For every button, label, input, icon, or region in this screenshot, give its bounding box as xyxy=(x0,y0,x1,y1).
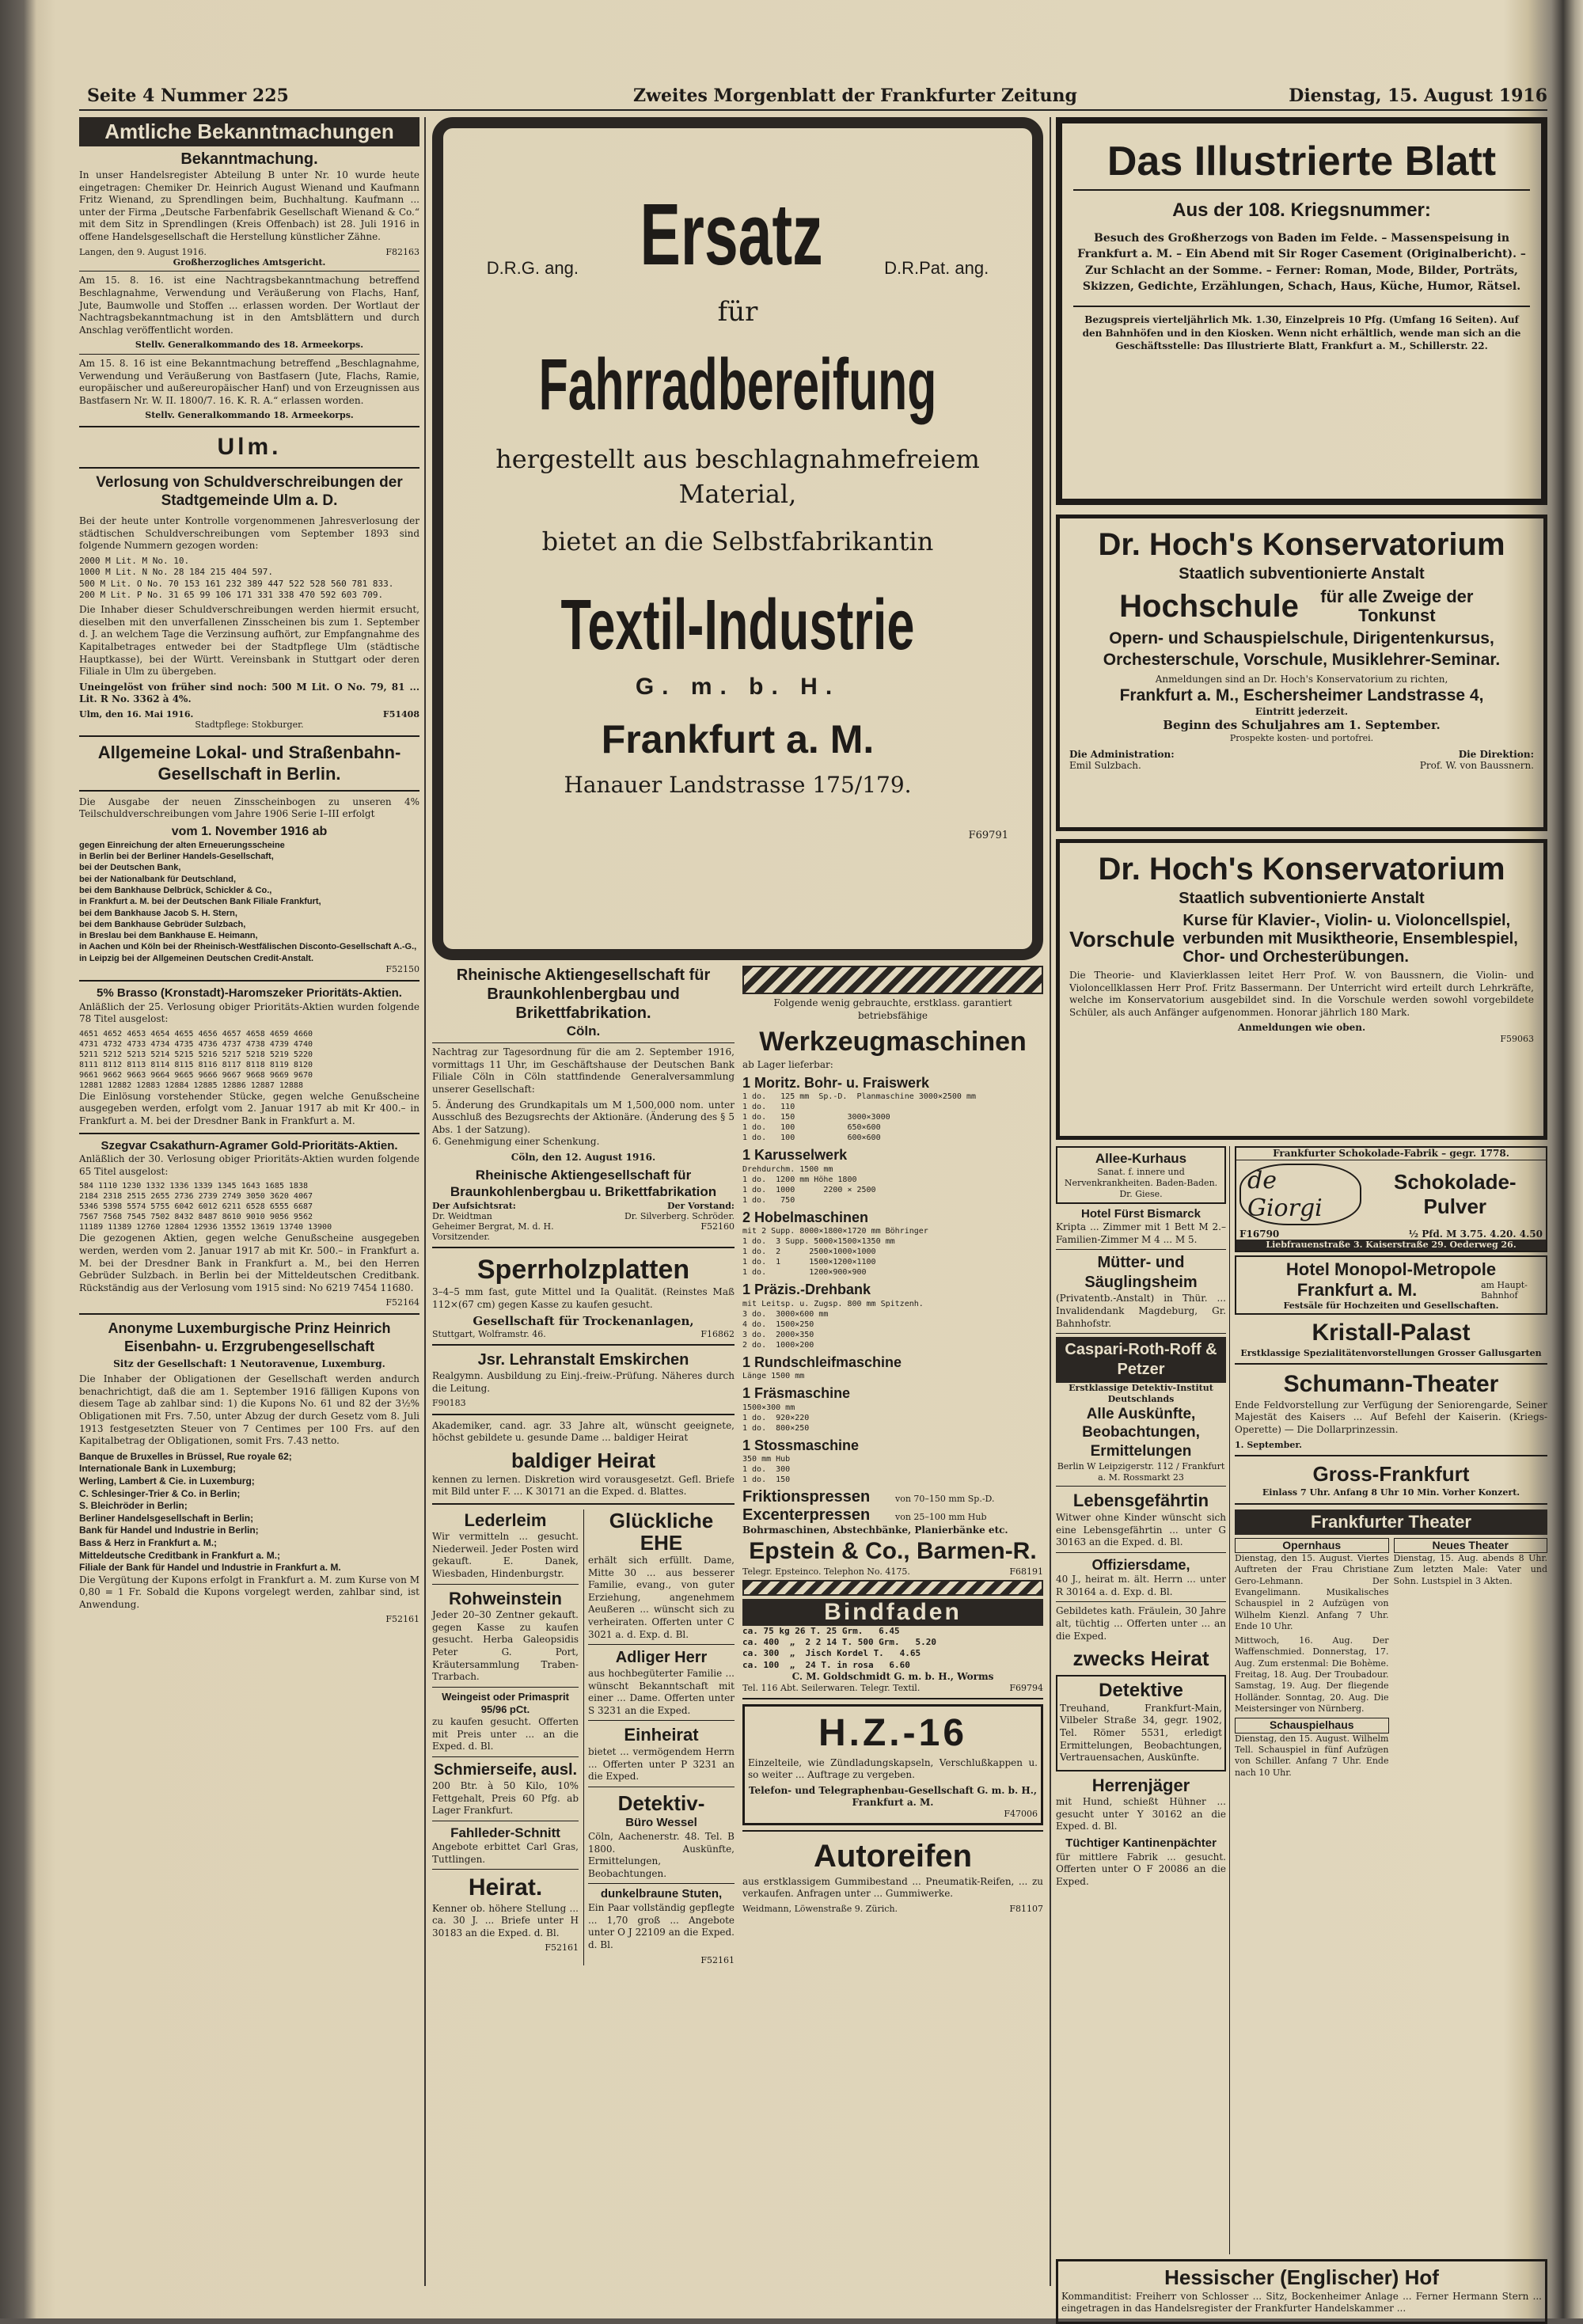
hoch-konservatorium-ad-2 xyxy=(1056,839,1547,1140)
hoch-konservatorium-ad-1 xyxy=(1056,515,1547,831)
lux-title: Anonyme Luxemburgische Prinz Heinrich Eisenbahn- u. Erzgrubengesellschaft xyxy=(108,1320,391,1354)
werkzeug-m2-list: Drehdurchm. 1500 mm 1 do. 1200 mm Höhe 1800 1 do. 1000 2200 × 2500 1 do. 750 xyxy=(742,1164,876,1205)
allee-title: Allee-Kurhaus xyxy=(1095,1151,1187,1166)
hessischer-hof-title: Hessischer (Englischer) Hof xyxy=(1164,2265,1439,2289)
kristall-sub: Erstklassige Spezialitätenvorstellungen Grosser Gallusgarten xyxy=(1240,1347,1542,1358)
degiorgi-price: ½ Pfd. M 3.75. 4.20. 4.50 xyxy=(1408,1228,1543,1240)
hoch1-line1: Opern- und Schauspielschule, Dirigentenkursus, xyxy=(1109,629,1494,648)
werkzeug-m8-text: von 70–150 mm Sp.-D. xyxy=(895,1494,995,1505)
ersatz-title: Ersatz xyxy=(640,186,823,283)
schumann-text: Ende Feldvorstellung zur Verfügung der Seniorengarde, Seiner Majestät des Kaisers ... Auf Befehl der Kaiserin. (Kriegs-Operette) — Die Dollarprinzessin. xyxy=(1235,1399,1547,1435)
stuten-text: Ein Paar vollständig gepflegte ... 1,70 groß ... Angebote unter O J 22109 an die Exped. d. Bl. xyxy=(588,1902,735,1950)
header-left: Seite 4 Nummer 225 xyxy=(87,85,289,106)
detektive-title: Detektive xyxy=(1099,1679,1183,1701)
rhein-title2: Rheinische Aktiengesellschaft für Braunkohlenbergbau u. Brikettfabrikation xyxy=(450,1168,717,1200)
heirat1-text: Akademiker, cand. agr. 33 Jahre alt, wünscht geeignete, höchst gebildete u. gesunde Dame ... baldiger Heirat xyxy=(432,1419,735,1444)
lux-banks: Banque de Bruxelles in Brüssel, Rue royale 62; Internationale Bank in Luxemburg; Werling, Lambert & Cie. in Luxemburg; C. Schlesinger-Trier & Co. in Berlin; S. Bleichröder in Berlin; Berliner Handelsgesellschaft in Berlin; Bank für Handel und Industrie in Berlin; Bass & Herz in Frankfurt a. M.; Mitteldeutsche Creditbank in Frankfurt a. M.; Filiale der Bank für Handel und Industrie in Frankfurt a. M. xyxy=(79,1450,341,1574)
lebensgefaehrtin-text: Witwer ohne Kinder wünscht sich eine Lebensgefährtin ... unter G 30163 an die Exped. d. Bl. xyxy=(1056,1511,1226,1548)
kristall-title: Kristall-Palast xyxy=(1312,1320,1471,1346)
schmierseife-title: Schmierseife, ausl. xyxy=(433,1760,578,1779)
header-rule xyxy=(79,109,1547,111)
rhein-aufsichtsrat: Der Aufsichtsrat: xyxy=(432,1200,516,1211)
right-entertainment xyxy=(1235,1146,1547,2254)
werkzeug-m1-list: 1 do. 125 mm Sp.-D. Planmaschine 3000×2500 mm 1 do. 110 1 do. 150 3000×3000 1 do. 100 650×600 1 do. 100 600×600 xyxy=(742,1092,977,1143)
schmierseife-text: 200 Btr. à 50 Kilo, 10% Fettgehalt, Preis 60 Pfg. ab Lager Frankfurt. xyxy=(432,1779,579,1817)
allee-text: Sanat. f. innere und Nervenkrankheiten. Baden-Baden. Dr. Giese. xyxy=(1064,1167,1218,1199)
ulm-code: F51408 xyxy=(382,708,419,720)
werkzeug-m9: Excenterpressen xyxy=(742,1506,871,1525)
notice2-text: Am 15. 8. 16. ist eine Nachtragsbekanntmachung betreffend Beschlagnahme, Verwendung und Veräußerung von Flachs, Hanf, Jute, Baumwolle und Stoffen ... erlassen worden. Der Wortlaut der Nachtragsbekanntmachung ist in den Amtsblättern und durch Anschlag veröffentlicht worden. xyxy=(79,275,419,336)
kantinen-text: für mittlere Fabrik ... gesucht. Offerten unter O F 20086 an die Exped. xyxy=(1056,1851,1226,1887)
illu-title: Das Illustrierte Blatt xyxy=(1107,139,1497,184)
werkzeug-m6: 1 Fräsmaschine xyxy=(742,1385,851,1402)
ersatz-line1: hergestellt aus beschlagnahmefreiem xyxy=(495,443,980,474)
sperrholz-address: Stuttgart, Wolframstr. 46. xyxy=(432,1328,546,1339)
hoch2-end: Anmeldungen wie oben. xyxy=(1237,1022,1366,1034)
caspari-address: Berlin W Leipzigerstr. 112 / Frankfurt a. M. Rossmarkt 23 xyxy=(1057,1460,1225,1483)
stuten-title: dunkelbraune Stuten, xyxy=(600,1887,723,1901)
illu-price: Bezugspreis vierteljährlich Mk. 1.30, Einzelpreis 10 Pfg. (Umfang 16 Seiten). Auf den Bahnhöfen und in den Kiosken. Wenn nicht erhältlich, wende man sich an die Geschäftsstelle: Das Illustrierte Blatt, Frankfurt a. M., Schillerstr. 22. xyxy=(1082,314,1521,351)
hoch1-title: Dr. Hoch's Konservatorium xyxy=(1098,527,1505,562)
werkzeug-intro: Folgende wenig gebrauchte, erstklass. garantiert betriebsfähige xyxy=(773,997,1012,1021)
ersatz-drpat: D.R.Pat. ang. xyxy=(884,258,989,278)
schauspielhaus-text: Dienstag, den 15. August. Wilhelm Tell. Schauspiel in fünf Aufzügen von Schiller. Anfang 7 Uhr. Ende nach 10 Uhr. xyxy=(1235,1733,1389,1778)
header-right: Dienstag, 15. August 1916 xyxy=(1289,85,1547,106)
ersatz-line3: bietet an die Selbstfabrikantin xyxy=(541,526,934,556)
small-ads-left xyxy=(432,1509,579,1966)
werkzeug-m7-list: 350 mm Hub 1 do. 300 1 do. 150 xyxy=(742,1455,791,1485)
brasso-text: Anläßlich der 25. Verlosung obiger Prioritäts-Aktien wurden folgende 78 Titel ausgelost: xyxy=(79,1001,419,1025)
rhein-vorstand: Der Vorstand: xyxy=(667,1200,735,1211)
ersatz-code: F69791 xyxy=(968,830,1008,842)
zwecks-heirat-title: zwecks Heirat xyxy=(1072,1646,1209,1671)
monopol-right: am Haupt-Bahnhof xyxy=(1481,1280,1528,1301)
lux-text2: Die Vergütung der Kupons erfolgt in Frankfurt a. M. zum Kurse von M 0,80 = 1 Fr. Sobald die Kupons vorgelegt werden, zahlbar sind, ist Anwendung. xyxy=(79,1574,419,1610)
lederleim-text: Wir vermitteln ... gesucht. Niederweil. Jeder Posten wird gekauft. E. Danek, Wiesbaden, Hindenburgstr. xyxy=(432,1531,579,1580)
hoch1-line5: Eintritt jederzeit. xyxy=(1255,706,1349,718)
degiorgi-product: Schokolade-Pulver xyxy=(1394,1170,1517,1218)
ulm-subtitle: Verlosung von Schuldverschreibungen der Stadtgemeinde Ulm a. D. xyxy=(96,473,403,510)
heirat1-title: baldiger Heirat xyxy=(511,1449,656,1473)
notice-code: F82163 xyxy=(385,246,419,257)
csakathurn-code: F52164 xyxy=(385,1297,419,1308)
monopol-title: Hotel Monopol-Metropole xyxy=(1285,1259,1497,1279)
hz16-box xyxy=(742,1704,1043,1825)
algl-code: F52150 xyxy=(385,964,419,975)
werkzeug-m7: 1 Stossmaschine xyxy=(742,1437,860,1453)
hotel-bismarck-title: Hotel Fürst Bismarck xyxy=(1081,1206,1201,1221)
bindfaden-code: F69794 xyxy=(1009,1682,1043,1693)
hz16-code: F47006 xyxy=(1004,1809,1038,1820)
theater-title: Frankfurter Theater xyxy=(1235,1509,1547,1535)
notice-title: Bekanntmachung. xyxy=(180,150,318,168)
column-divider xyxy=(1050,117,1051,2286)
csakathurn-numbers: 584 1110 1230 1332 1336 1339 1345 1643 1685 1838 2184 2318 2515 2655 2736 2739 2749 3050 3620 4067 5346 5398 5574 5755 6042 6012 6211 6528 6555 6687 7567 7568 7545 7502 8432 8487 8610 9010 9056 9562 11189 11389 12760 12804 12936 13552 13619 13740 13900 xyxy=(79,1182,332,1232)
degiorgi-logo: de Giorgi xyxy=(1239,1164,1361,1225)
werkzeug-m3: 2 Hobelmaschinen xyxy=(742,1209,869,1225)
lehranstalt-text: Realgymn. Ausbildung zu Einj.-freiw.-Prüfung. Näheres durch die Leitung. xyxy=(432,1369,735,1394)
werkzeug-m6-list: 1500×300 mm 1 do. 920×220 1 do. 800×250 xyxy=(742,1403,810,1433)
ersatz-address: Hanauer Landstrasse 175/179. xyxy=(564,772,912,799)
rhein-title: Rheinische Aktiengesellschaft für Braunkohlenbergbau und Brikettfabrikation. xyxy=(456,966,711,1022)
weingeist-title: Weingeist oder Primasprit 95/96 pCt. xyxy=(442,1690,569,1715)
hoch1-line3: Anmeldungen sind an Dr. Hoch's Konservatorium zu richten, xyxy=(1155,673,1448,685)
csakathurn-title: Szegvar Csakathurn-Agramer Gold-Prioritäts-Aktien. xyxy=(101,1138,398,1153)
werkzeug-m4: 1 Präzis.-Drehbank xyxy=(742,1282,871,1298)
hessischer-hof-ad xyxy=(1056,2259,1547,2324)
opernhaus-schedule: Mittwoch, 16. Aug. Der Waffenschmied. Donnerstag, 17. Aug. Zum erstenmal: Die Bohème. Freitag, 18. Aug. Der Troubadour. Samstag, 19. Aug. Der fliegende Holländer. Sonntag, 20. Aug. Die Meistersinger von Nürnberg. xyxy=(1235,1635,1389,1714)
werkzeug-m10: Bohrmaschinen, Abstechbänke, Planierbänke etc. xyxy=(742,1525,1008,1536)
grossfrankfurt-sub: Einlass 7 Uhr. Anfang 8 Uhr 10 Min. Vorher Konzert. xyxy=(1262,1487,1520,1498)
hoch1-line2: Orchesterschule, Vorschule, Musiklehrer-Seminar. xyxy=(1103,650,1501,669)
autoreifen-code: F81107 xyxy=(1009,1904,1043,1914)
bindfaden-rows: ca. 75 kg 26 T. 25 Grm. 6.45 ca. 400 „ 2 2 14 T. 500 Grm. 5.20 ca. 300 „ Jisch Kordel T. 4.65 ca. 100 „ 24 T. in rosa 6.60 xyxy=(742,1625,937,1670)
ulm-list: 2000 M Lit. M No. 10. 1000 M Lit. N No. 28 184 215 404 597. 500 M Lit. O No. 70 153 161 232 389 447 522 528 560 781 833. 200 M Lit. P No. 31 65 99 106 171 331 338 470 592 603 709. xyxy=(79,555,394,600)
notice-text: In unser Handelsregister Abteilung B unter Nr. 10 wurde heute eingetragen: Chemiker Dr. Heinrich August Wienand und Kaufmann Fritz Wienand, zu Sprendlingen beim, Buchhaltung. Kaufmann ... unter der Firma „Deutsche Farbenfabrik Gesellschaft Wienand & Co.“ mit dem Sitz in Sprendlingen (Kreis Offenbach) ist 28. Juli 1916 in offene Handelsgesellschaft die Herstellung künstlicher Zähne. xyxy=(79,169,419,242)
schumann-date: 1. September. xyxy=(1235,1439,1302,1450)
werkzeug-border xyxy=(742,966,1043,994)
notice3-signature: Stellv. Generalkommando 18. Armeekorps. xyxy=(145,410,354,421)
ersatz-drg: D.R.G. ang. xyxy=(486,258,579,278)
ersatz-ad xyxy=(432,117,1043,960)
fahlleder-title: Fahlleder-Schnitt xyxy=(450,1825,560,1840)
neues-theater-text: Dienstag, 15. Aug. abends 8 Uhr. Zum letzten Male: Vater und Sohn. Lustspiel in 3 Akten. xyxy=(1393,1553,1547,1586)
hoch1-sub: Staatlich subventionierte Anstalt xyxy=(1179,565,1425,583)
hotel-monopol-ad xyxy=(1235,1255,1547,1315)
ulm-signature: Stadtpflege: Stokburger. xyxy=(195,719,304,730)
ersatz-city: Frankfurt a. M. xyxy=(601,717,875,762)
ulm-title: Ulm. xyxy=(217,434,282,461)
sperrholz-title: Sperrholzplatten xyxy=(476,1254,690,1285)
rohweinstein-title: Rohweinstein xyxy=(448,1588,562,1608)
rhein-name2: Geheimer Bergrat, M. d. H. Vorsitzender. xyxy=(432,1221,554,1242)
notice3-text: Am 15. 8. 16 ist eine Bekanntmachung betreffend „Beschlagnahme, Verwendung und Veräußerung von Bastfasern (Jute, Flachs, Ramie, europäischer und außereuropäischer Hanf) und von Erzeugnissen aus Bastfasern Nr. W. II. 1800/7. 16. K. R. A.“ erlassen worden. xyxy=(79,358,419,406)
weingeist-text: zu kaufen gesucht. Offerten mit Preis unter ... an die Exped. d. Bl. xyxy=(432,1716,579,1752)
heirat1-text2: kennen zu lernen. Diskretion wird vorausgesetzt. Gefl. Briefe mit Bild unter F. ... K 30171 an die Exped. d. Blattes. xyxy=(432,1473,735,1498)
offiziersdame-title: Offiziersdame, xyxy=(1091,1556,1190,1573)
hoch1-line6: Beginn des Schuljahres am 1. September. xyxy=(1163,718,1441,733)
rhein-name3: Dr. Silverberg. Schröder. xyxy=(624,1210,735,1221)
autoreifen-title: Autoreifen xyxy=(814,1838,972,1874)
offiziersdame-text: 40 J., heirat m. ält. Herrn ... unter R 30164 a. d. Exp. d. Bl. xyxy=(1056,1574,1226,1597)
degiorgi-head: Frankfurter Schokolade-Fabrik – gegr. 1778. xyxy=(1236,1148,1546,1160)
heirat2-title: Heirat. xyxy=(468,1874,543,1901)
hoch1-hochschule: Hochschule xyxy=(1119,588,1299,624)
ulm-date: Ulm, den 16. Mai 1916. xyxy=(79,708,194,720)
ersatz-line2: Material, xyxy=(678,478,797,509)
muetter-text: (Privatentb.-Anstalt) in Thür. ... Invalidendank Magdeburg, Gr. Bahnhofstr. xyxy=(1056,1293,1226,1329)
caspari-text: Erstklassige Detektiv-Institut Deutschlands xyxy=(1069,1383,1213,1404)
caspari-auskuenfte: Alle Auskünfte, Beobachtungen, Ermittelungen xyxy=(1082,1405,1200,1460)
column-official-notices xyxy=(79,117,419,2286)
rhein-name1: Dr. Weidtman xyxy=(432,1210,492,1221)
hz16-title: H.Z.-16 xyxy=(818,1711,968,1754)
hz16-text: Einzelteile, wie Zündladungskapseln, Verschlußkappen u. so weiter ... Auftrage zu vergeben. xyxy=(748,1756,1038,1781)
algl-date: vom 1. November 1916 ab xyxy=(171,824,328,838)
hoch2-sub: Staatlich subventionierte Anstalt xyxy=(1179,890,1425,907)
degiorgi-code: F16790 xyxy=(1239,1228,1280,1240)
hoch1-adm-name: Emil Sulzbach. xyxy=(1069,759,1141,771)
lux-subtitle: Sitz der Gesellschaft: 1 Neutoravenue, Luxemburg. xyxy=(113,1358,385,1370)
rhein-code: F52160 xyxy=(700,1221,735,1232)
lehranstalt-code: F90183 xyxy=(432,1398,466,1409)
werkzeug-m3-list: mit 2 Supp. 8000×1800×1720 mm Böhringer 1 do. 3 Supp. 5000×1500×1350 mm 1 do. 2 2500×1000×1000 1 do. 1 1500×1200×1100 1 do. 1200×900×900 xyxy=(742,1227,928,1278)
adliger-text: aus hochbegüterter Familie ... wünscht Bekanntschaft mit einer ... Dame. Offerten unter S 3231 an die Exped. xyxy=(588,1668,735,1716)
ehe-code: F52161 xyxy=(700,1954,735,1965)
csakathurn-text2: Die gezogenen Aktien, gegen welche Genußscheine ausgegeben werden, werden vom 2. Januar 1917 ab mit Kr. 500.– in Frankfurt a. M. bei der Dresdner Bank in Frankfurt a. M., bei den Herren Gebrüder Sulzbach. in Berlin bei der Mitteldeutschen Creditbank. Rückständig aus der Verlosung vom 1915 sind: No 6219 7454 11680. xyxy=(79,1232,419,1293)
detektiv-sub: Büro Wessel xyxy=(625,1816,697,1830)
fahlleder-text: Angebote erbittet Carl Gras, Tuttlingen. xyxy=(432,1841,579,1865)
hoch1-hochschule-right: für alle Zweige der Tonkunst xyxy=(1320,587,1474,626)
rhein-text: Nachtrag zur Tagesordnung für die am 2. September 1916, vormittags 11 Uhr, im Geschäftshause der Deutschen Bank Filiale Cöln in Cöln stattfindende Generalversammlung unserer Gesellschaft: xyxy=(432,1046,735,1096)
werkzeug-border-bottom xyxy=(742,1580,1043,1596)
degiorgi-ad xyxy=(1235,1146,1547,1252)
section-title: Amtliche Bekanntmachungen xyxy=(79,117,419,146)
hoch1-line7: Prospekte kosten- und portofrei. xyxy=(1229,732,1374,743)
hoch1-line4: Frankfurt a. M., Eschersheimer Landstrasse 4, xyxy=(1119,685,1484,704)
ersatz-big: Fahrradbereifung xyxy=(538,344,937,425)
illu-text: Besuch des Großherzogs von Baden im Felde. – Massenspeisung in Frankfurt a. M. – Ein Abend mit Sir Roger Casement (Originalbericht). – Zur Schlacht an der Somme. – Ferner: Roman, Mode, Bilder, Porträts, Skizzen, Gedichte, Erzählungen, Schach, Haus, Küche, Humor, Rätsel. xyxy=(1077,232,1526,294)
werkzeug-m5-list: Länge 1500 mm xyxy=(742,1372,805,1381)
algl-title: Allgemeine Lokal- und Straßenbahn-Gesellschaft in Berlin. xyxy=(97,742,401,784)
hessischer-hof-text: Kommanditist: Freiherr von Schlosser ... Sitz, Bockenheimer Anlage ... Ferner Hermann Stern ... eingetragen in das Handelsregister der Frankfurter Handelskammer ... xyxy=(1061,2290,1542,2315)
lux-code: F52161 xyxy=(385,1614,419,1625)
muetter-title: Mütter- und Säuglingsheim xyxy=(1084,1254,1198,1292)
herrenjaeger-title: Herrenjäger xyxy=(1091,1775,1190,1795)
einheirat-text: bietet ... vermögendem Herrn ... Offerten unter P 3231 an die Exped. xyxy=(588,1745,735,1783)
werkzeug-m1: 1 Moritz. Bohr- u. Fraiswerk xyxy=(742,1074,930,1091)
hoch2-vorschule-text: Kurse für Klavier-, Violin- u. Violoncellspiel, verbunden mit Musiktheorie, Ensemblespiel, Chor- und Orchesterübungen. xyxy=(1183,912,1518,966)
neues-theater-title: Neues Theater xyxy=(1394,1538,1548,1554)
illustrierte-blatt-ad xyxy=(1056,117,1547,505)
hoch2-vorschule: Vorschule xyxy=(1069,926,1175,951)
werkzeug-firm: Epstein & Co., Barmen-R. xyxy=(749,1538,1037,1565)
zwecks-heirat-text: Gebildetes kath. Fräulein, 30 Jahre alt, tüchtig ... Offerten unter ... an die Exped. xyxy=(1056,1605,1226,1642)
brasso-title: 5% Brasso (Kronstadt)-Haromszeker Prioritäts-Aktien. xyxy=(97,985,402,1000)
schumann-title: Schumann-Theater xyxy=(1283,1371,1499,1398)
ulm-text: Bei der heute unter Kontrolle vorgenommenen Jahresverlosung der städtischen Schuldverschreibungen vom September 1893 sind folgende Nummern gezogen worden: xyxy=(79,515,419,552)
column-middle-left xyxy=(432,966,735,2286)
csakathurn-text: Anläßlich der 30. Verlosung obiger Prioritäts-Aktien wurden folgende 65 Titel ausgelost: xyxy=(79,1153,419,1177)
bindfaden-tel: Tel. 116 Abt. Seilerwaren. Telegr. Textil. xyxy=(742,1682,921,1693)
einheirat-title: Einheirat xyxy=(624,1725,699,1745)
werkzeug-m2: 1 Karusselwerk xyxy=(742,1147,848,1164)
hoch2-text: Die Theorie- und Klavierklassen leitet Herr Prof. W. von Baussnern, die Violin- und Violoncellklassen Herr Prof. Fritz Bassermann. Der Unterricht wird erteilt durch Lehrkräfte, welche im Konservatorium ausgebildet sind. In die Vorschule werden sowohl vorgebildete Schüler, als auch Anfänger aufgenommen. Honorar jährlich 180 Mark. xyxy=(1069,970,1534,1018)
notice-court: Großherzogliches Amtsgericht. xyxy=(173,256,326,268)
ersatz-fuer: für xyxy=(717,296,758,328)
werkzeug-m4-list: mit Leitsp. u. Zugsp. 800 mm Spitzenh. 3 do. 3000×600 mm 4 do. 1500×250 3 do. 2000×350 2 do. 1000×200 xyxy=(742,1299,924,1350)
werkzeug-m8: Friktionspressen xyxy=(742,1488,871,1506)
detektive-text: Treuhand, Frankfurt-Main, Vilbeler Straße 34, gegr. 1902, Tel. Römer 5531, erledigt Ermittelungen, Beobachtungen, Vertrauensachen, Auskünfte. xyxy=(1060,1702,1222,1764)
werkzeug-title: Werkzeugmaschinen xyxy=(759,1027,1027,1058)
hoch1-adm: Die Administration: xyxy=(1069,748,1175,760)
page-header xyxy=(79,79,1547,109)
herrenjaeger-text: mit Hund, schießt Hühner ... gesucht unter Y 30162 an die Exped. d. Bl. xyxy=(1056,1796,1226,1832)
opernhaus-title: Opernhaus xyxy=(1235,1538,1389,1554)
autoreifen-firm: Weidmann, Löwenstraße 9. Zürich. xyxy=(742,1904,898,1914)
opernhaus-text: Dienstag, den 15. August. Viertes Auftreten der Frau Christiane Gero-Lehmann. Der Evangelimann. Musikalisches Schauspiel in 2 Aufzügen von Wilhelm Kienzl. Anfang 7 Uhr. Ende 10 Uhr. xyxy=(1235,1553,1389,1631)
werkzeug-tel: Telegr. Epsteinco. Telephon No. 4175. xyxy=(742,1566,910,1577)
rohweinstein-text: Jeder 20–30 Zentner gekauft. gegen Kasse zu kaufen gesucht. Herba Galeopsidis Peter G. Port, Kräutersammlung Traben-Trarbach. xyxy=(432,1609,579,1683)
notice2-signature: Stellv. Generalkommando des 18. Armeekorps. xyxy=(135,340,364,351)
small-ads-right xyxy=(583,1509,735,1966)
column-divider xyxy=(424,117,426,2286)
ulm-uneingeloest: Uneingelöst von früher sind noch: 500 M Lit. O No. 79, 81 ... Lit. R No. 3362 à 4%. xyxy=(79,681,419,705)
werkzeug-code: F68191 xyxy=(1009,1566,1043,1577)
schauspielhaus-title: Schauspielhaus xyxy=(1235,1718,1389,1734)
sperrholz-company: Gesellschaft für Trockenanlagen, xyxy=(473,1314,694,1329)
column-right xyxy=(1056,117,1547,2315)
ersatz-gmbh: G. m. b. H. xyxy=(635,674,841,701)
small-ads-code: F52161 xyxy=(545,1942,579,1954)
hoch2-code: F59063 xyxy=(1500,1034,1534,1045)
header-center: Zweites Morgenblatt der Frankfurter Zeitung xyxy=(633,85,1077,106)
bindfaden-title: Bindfaden xyxy=(742,1599,1043,1626)
rhein-city: Cöln. xyxy=(566,1023,601,1039)
notice-place: Langen, den 9. August 1916. xyxy=(79,246,207,257)
werkzeug-sub: ab Lager lieferbar: xyxy=(742,1058,833,1070)
algl-text: Die Ausgabe der neuen Zinsscheinbogen zu unseren 4% Teilschuldverschreibungen vom Jahre 1906 Serie I–III erfolgt xyxy=(79,796,419,820)
rhein-date: Cöln, den 12. August 1916. xyxy=(511,1152,656,1163)
werkzeug-m5: 1 Rundschleifmaschine xyxy=(742,1354,902,1370)
hoch1-dir-name: Prof. W. von Baussnern. xyxy=(1419,759,1534,771)
algl-places: gegen Einreichung der alten Erneuerungsscheine in Berlin bei der Berliner Handels-Gesellschaft, bei der Deutschen Bank, bei der Nationalbank für Deutschland, bei dem Bankhause Delbrück, Schickler & Co., in Frankfurt a. M. bei der Deutschen Bank Filiale Frankfurt, bei dem Bankhause Jacob S. H. Stern, bei dem Bankhause Gebrüder Sulzbach, in Breslau bei dem Bankhause E. Heimann, in Aachen und Köln bei der Rheinisch-Westfälischen Disconto-Gesellschaft A.-G., in Leipzig bei der Allgemeinen Deutschen Credit-Anstalt. xyxy=(79,840,417,963)
hoch2-title: Dr. Hoch's Konservatorium xyxy=(1098,852,1505,887)
adliger-title: Adliger Herr xyxy=(615,1649,708,1667)
degiorgi-address: Liebfrauenstraße 3. Kaiserstraße 29. Oederweg 26. xyxy=(1236,1240,1546,1251)
autoreifen-text: aus erstklassigem Gummibestand ... Pneumatik-Reifen, ... zu verkaufen. Anfragen unter ... Gummiwerke. xyxy=(742,1875,1043,1900)
ehe-text: erhält sich erfüllt. Dame, Mitte 30 ... aus besserer Familie, evang., von guter Erziehung, angenehmem Aeußeren ... wünscht sich zu verheiraten. Offerten unter C 3021 a. d. Exp. d. Bl. xyxy=(588,1554,735,1640)
hz16-firm: Telefon- und Telegraphenbau-Gesellschaft G. m. b. H., Frankfurt a. M. xyxy=(748,1785,1038,1809)
caspari-title: Caspari-Roth-Roff & Petzer xyxy=(1065,1341,1217,1379)
newspaper-page xyxy=(79,79,1547,2315)
monopol-city: Frankfurt a. M. xyxy=(1296,1280,1418,1301)
brasso-numbers: 4651 4652 4653 4654 4655 4656 4657 4658 4659 4660 4731 4732 4733 4734 4735 4736 4737 4738 4739 4740 5211 5212 5213 5214 5215 5216 5217 5218 5219 5220 8111 8112 8113 8114 8115 8116 8117 8118 8119 8120 9661 9662 9663 9664 9665 9666 9667 9668 9669 9670 12881 12882 12883 12884 12885 12886 12887 12888 xyxy=(79,1029,313,1090)
right-small-ads xyxy=(1056,1146,1230,2254)
lederleim-title: Lederleim xyxy=(464,1509,547,1530)
sperrholz-text: 3–4–5 mm fast, gute Mittel und Ia Qualität. (Reinstes Maß 112×(67 cm) gegen Kasse zu kaufen gesucht. xyxy=(432,1286,735,1310)
ehe-title: Glückliche EHE xyxy=(609,1508,714,1555)
hoch1-dir: Die Direktion: xyxy=(1458,748,1534,760)
ersatz-company: Textil-Industrie xyxy=(560,585,915,665)
rhein-items: 5. Änderung des Grundkapitals um M 1,500,000 nom. unter Ausschluß des Bezugsrechts der Aktionäre. (Änderung des § 5 Abs. 1 der Satzung). 6. Genehmigung einer Schenkung. xyxy=(432,1099,735,1148)
brasso-text2: Die Einlösung vorstehender Stücke, gegen welche Genußscheine ausgegeben werden, erfolgt vom 2. Januar 1917 ab mit Kr 400.– in Frankfurt a. M. bei der Dresdner Bank in Frankfurt a. M. xyxy=(79,1090,419,1126)
grossfrankfurt-title: Gross-Frankfurt xyxy=(1312,1462,1470,1487)
illu-sub: Aus der 108. Kriegsnummer: xyxy=(1172,199,1431,222)
column-middle-right xyxy=(742,966,1043,2286)
lebensgefaehrtin-title: Lebensgefährtin xyxy=(1072,1490,1209,1511)
detektiv-title: Detektiv- xyxy=(617,1790,705,1815)
werkzeug-m9-text: von 25–100 mm Hub xyxy=(895,1512,987,1523)
sperrholz-code: F16862 xyxy=(700,1328,735,1339)
monopol-foot: Festsäle für Hochzeiten und Gesellschaften. xyxy=(1283,1301,1499,1312)
kantinen-title: Tüchtiger Kantinenpächter xyxy=(1065,1836,1217,1850)
hotel-bismarck-text: Kripta ... Zimmer mit 1 Bett M 2.– Familien-Zimmer M 4 ... M 5. xyxy=(1056,1221,1226,1245)
detektiv-text: Cöln, Aachenerstr. 48. Tel. B 1800. Auskünfte, Ermittelungen, Beobachtungen. xyxy=(588,1831,735,1879)
lehranstalt-title: Jsr. Lehranstalt Emskirchen xyxy=(477,1350,689,1369)
bindfaden-firm: C. M. Goldschmidt G. m. b. H., Worms xyxy=(792,1670,994,1682)
heirat2-text: Kenner ob. höhere Stellung ... ca. 30 J. ... Briefe unter H 30183 an die Exped. d. Bl. xyxy=(432,1902,579,1939)
ulm-text2: Die Inhaber dieser Schuldverschreibungen werden hiermit ersucht, dieselben mit den unverfallenen Zinsscheinen bis zum 1. September d. J. an welchem Tage die Verzinsung aufhört, zur Empfangnahme des Kapitalbetrages entweder bei der Stadtpflege Ulm (städtische Hauptkasse), bei der Württ. Vereinsbank in Stuttgart oder deren Filiale in Ulm zu übergeben. xyxy=(79,604,419,678)
lux-text: Die Inhaber der Obligationen der Gesellschaft werden andurch benachrichtigt, daß die am 1. September 1916 fälligen Kupons von diesem Tage ab zahlbar sind: 1) die Kupons No. 61 und 82 der 3½% Obligationen mit Frs. 7.50, unter Abzug der durch Gesetz vom 8. Juli 1913 festgesetzten Steuer von 7 Centimes per 100 Frs. auf den Kapitalbetrag der Obligationen, somit Frs. 7.43 netto. xyxy=(79,1373,419,1447)
